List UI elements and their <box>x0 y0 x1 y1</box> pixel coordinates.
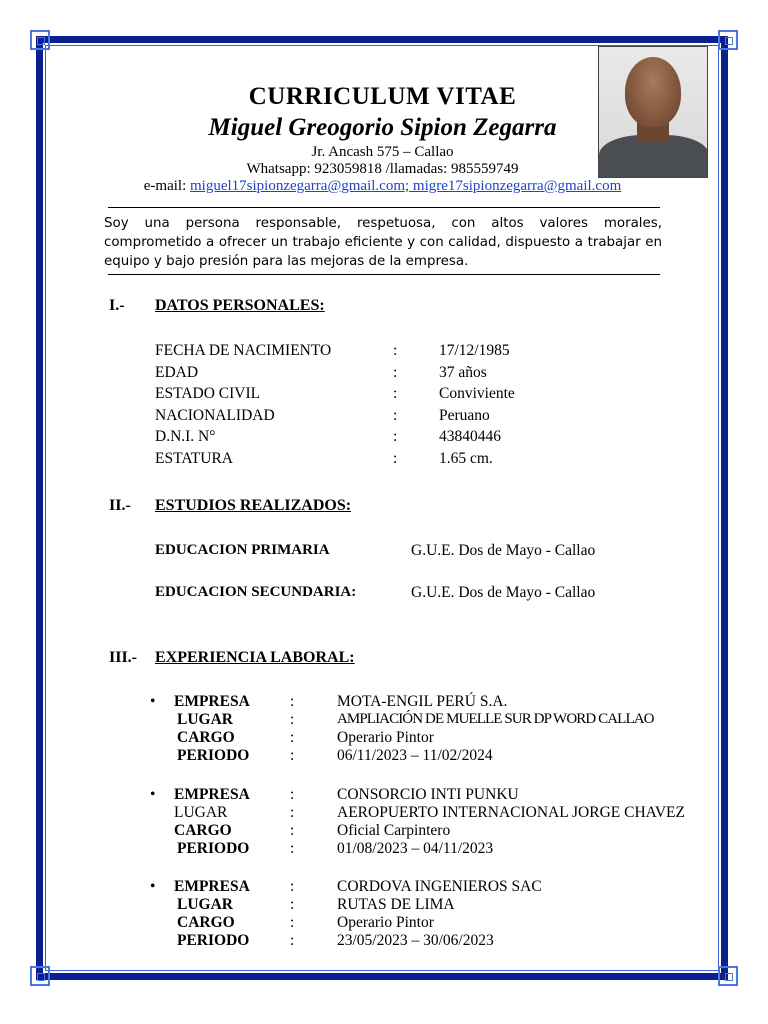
field-label: ESTADO CIVIL <box>155 385 261 402</box>
job-field-colon: : <box>290 804 295 821</box>
study-level: EDUCACION PRIMARIA <box>155 542 330 558</box>
bullet-icon: • <box>150 693 156 710</box>
job-period: 06/11/2023 – 11/02/2024 <box>337 747 493 764</box>
field-colon: : <box>393 364 398 381</box>
job-field-label: EMPRESA <box>174 693 250 710</box>
job-field-label: EMPRESA <box>174 786 250 803</box>
summary-top-rule <box>108 207 660 208</box>
field-colon: : <box>393 385 398 402</box>
job-field-colon: : <box>290 896 295 913</box>
job-place: RUTAS DE LIMA <box>337 896 455 913</box>
document-title: CURRICULUM VITAE <box>248 83 517 110</box>
job-field-colon: : <box>290 729 295 746</box>
job-place: AMPLIACIÓN DE MUELLE SUR DP WORD CALLAO <box>337 711 654 727</box>
job-field-label: LUGAR <box>174 804 228 821</box>
section-label: ESTUDIOS REALIZADOS: <box>155 497 352 514</box>
field-colon: : <box>393 450 398 467</box>
address-line: Jr. Ancash 575 – Callao <box>311 144 454 160</box>
job-field-colon: : <box>290 822 295 839</box>
job-field-label: CARGO <box>177 914 235 931</box>
section-number: I.- <box>109 297 125 314</box>
bullet-icon: • <box>150 786 156 803</box>
section-number: III.- <box>109 649 138 666</box>
cv-header <box>100 82 665 195</box>
field-colon: : <box>393 407 398 424</box>
job-period: 23/05/2023 – 30/06/2023 <box>337 932 494 949</box>
field-label: NACIONALIDAD <box>155 407 275 424</box>
email-links[interactable]: miguel17sipionzegarra@gmail.com; migre17sipionzegarra@gmail.com <box>189 178 622 194</box>
profile-summary: Soy una persona responsable, respetuosa, con altos valores morales, comprometido a ofrecer un trabajo eficiente y con calidad, dispuesto a trabajar en equipo y bajo presión para las mejoras de la empresa. <box>104 216 662 269</box>
email-label: e-mail: <box>143 178 187 194</box>
field-colon: : <box>393 428 398 445</box>
job-field-label: PERIODO <box>177 747 250 764</box>
study-level: EDUCACION SECUNDARIA: <box>155 584 357 600</box>
job-role: Oficial Carpintero <box>337 822 451 839</box>
field-label: ESTATURA <box>155 450 233 467</box>
job-company: CORDOVA INGENIEROS SAC <box>337 878 542 895</box>
job-company: CONSORCIO INTI PUNKU <box>337 786 519 803</box>
field-value: 17/12/1985 <box>439 342 510 359</box>
section-personal-heading <box>109 297 325 315</box>
job-field-label: LUGAR <box>177 896 233 913</box>
field-value: 43840446 <box>439 428 501 445</box>
job-field-colon: : <box>290 914 295 931</box>
job-field-colon: : <box>290 840 295 857</box>
job-field-label: CARGO <box>177 729 235 746</box>
field-value: Peruano <box>439 407 490 424</box>
job-field-label: LUGAR <box>177 711 233 728</box>
section-label: DATOS PERSONALES: <box>155 297 325 314</box>
job-company: MOTA-ENGIL PERÚ S.A. <box>337 693 508 710</box>
job-field-colon: : <box>290 786 295 803</box>
field-label: EDAD <box>155 364 199 381</box>
corner-ornament-bottom-left <box>30 966 50 986</box>
candidate-name: Miguel Greogorio Sipion Zegarra <box>208 114 557 141</box>
field-value: Conviviente <box>439 385 515 402</box>
field-value: 1.65 cm. <box>439 450 493 467</box>
job-field-colon: : <box>290 693 295 710</box>
field-colon: : <box>393 342 398 359</box>
field-label: FECHA DE NACIMIENTO <box>155 342 332 359</box>
job-field-label: EMPRESA <box>174 878 250 895</box>
section-studies-heading <box>109 497 351 515</box>
job-field-colon: : <box>290 932 295 949</box>
field-label: D.N.I. N° <box>155 428 216 445</box>
bullet-icon: • <box>150 878 156 895</box>
job-field-label: PERIODO <box>177 840 250 857</box>
job-period: 01/08/2023 – 04/11/2023 <box>337 840 494 857</box>
job-role: Operario Pintor <box>337 914 434 931</box>
job-field-colon: : <box>290 711 295 728</box>
job-role: Operario Pintor <box>337 729 434 746</box>
job-field-colon: : <box>290 747 295 764</box>
section-number: II.- <box>109 497 131 514</box>
section-label: EXPERIENCIA LABORAL: <box>155 649 355 666</box>
email-line <box>100 178 665 195</box>
field-value: 37 años <box>439 364 487 381</box>
job-field-label: PERIODO <box>177 932 250 949</box>
corner-ornament-top-left <box>30 30 50 50</box>
section-experience-heading <box>109 649 355 667</box>
job-field-label: CARGO <box>174 822 232 839</box>
summary-bottom-rule <box>108 274 660 275</box>
job-place: AEROPUERTO INTERNACIONAL JORGE CHAVEZ <box>337 804 685 821</box>
job-field-colon: : <box>290 878 295 895</box>
study-school: G.U.E. Dos de Mayo - Callao <box>411 542 596 559</box>
phone-line: Whatsapp: 923059818 /llamadas: 985559749 <box>246 161 519 177</box>
study-school: G.U.E. Dos de Mayo - Callao <box>411 584 596 601</box>
corner-ornament-bottom-right <box>718 966 738 986</box>
corner-ornament-top-right <box>718 30 738 50</box>
